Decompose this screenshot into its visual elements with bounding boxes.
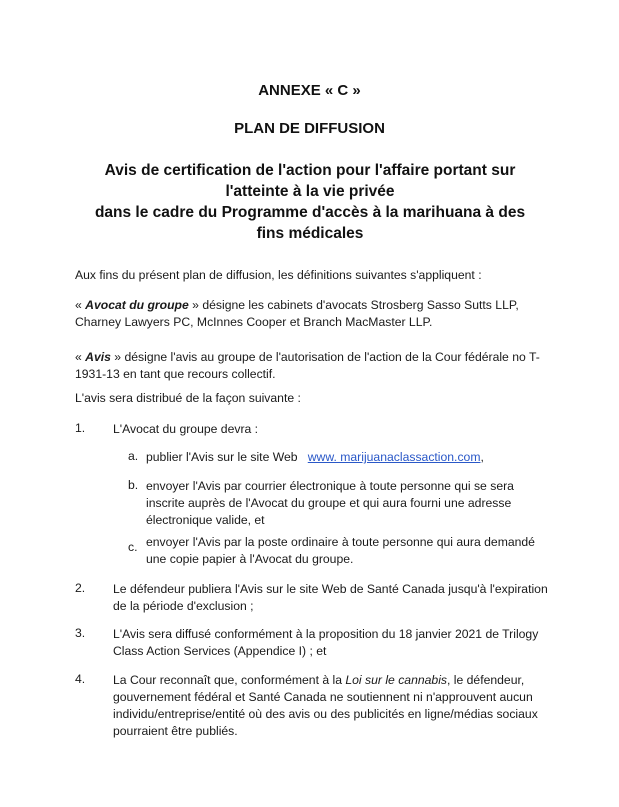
punctuation: , — [480, 450, 484, 464]
distribution-intro: L'avis sera distribué de la façon suivante : — [75, 391, 301, 405]
item-text-part: La Cour reconnaît que, conformément à la — [113, 673, 346, 687]
item-text — [113, 581, 558, 615]
sub-item-c — [146, 534, 556, 568]
title-line: dans le cadre du Programme d'accès à la marihuana à des — [94, 204, 526, 221]
definition-line: 1931-13 en tant que recours collectif. — [75, 367, 276, 381]
definition-text: » désigne l'avis au groupe de l'autorisation de l'action de la Cour fédérale no T- — [110, 350, 540, 364]
definition-line — [75, 349, 555, 366]
notice-title — [70, 160, 550, 244]
item-number: 4. — [75, 672, 86, 686]
item-line: de la période d'exclusion ; — [113, 599, 254, 613]
sub-item-line: inscrite auprès de l'Avocat du groupe et qui aura fourni une adresse — [146, 496, 512, 510]
item-number: 2. — [75, 581, 86, 595]
item-number: 3. — [75, 626, 86, 640]
quote-open: « — [75, 298, 86, 312]
title-line: fins médicales — [256, 225, 364, 242]
sub-item-text: publier l'Avis sur le site Web — [146, 450, 298, 464]
annex-heading: ANNEXE « C » — [258, 82, 361, 99]
sub-item-a — [146, 449, 556, 466]
sub-item-letter: b. — [128, 478, 139, 492]
sub-item-letter: a. — [128, 449, 139, 463]
sub-item-line: envoyer l'Avis par la poste ordinaire à toute personne qui aura demandé — [146, 535, 535, 549]
sub-item-line: envoyer l'Avis par courrier électronique à toute personne qui se sera — [146, 479, 514, 493]
item-line: pourraient être publiés. — [113, 724, 238, 738]
title-line: Avis de certification de l'action pour l'affaire portant sur — [104, 162, 516, 179]
definition-text: » désigne les cabinets d'avocats Strosberg Sasso Sutts LLP, — [188, 298, 519, 312]
sub-item-letter: c. — [128, 540, 138, 554]
sub-item-line: électronique valide, et — [146, 513, 265, 527]
item-line: individu/entreprise/entité où des avis ou des publicités en ligne/médias sociaux — [113, 707, 538, 721]
plan-heading: PLAN DE DIFFUSION — [234, 120, 385, 137]
item-line: Le défendeur publiera l'Avis sur le site Web de Santé Canada jusqu'à l'expiration — [113, 582, 548, 596]
intro-paragraph: Aux fins du présent plan de diffusion, les définitions suivantes s'appliquent : — [75, 268, 482, 282]
title-line: l'atteinte à la vie privée — [225, 183, 395, 200]
sub-item-b — [146, 478, 556, 529]
sub-item-line: une copie papier à l'Avocat du groupe. — [146, 552, 354, 566]
definition-avis — [75, 349, 555, 383]
item-text: L'Avocat du groupe devra : — [113, 422, 259, 436]
definition-avocat — [75, 297, 555, 331]
item-line: L'Avis sera diffusé conformément à la proposition du 18 janvier 2021 de Trilogy — [113, 627, 539, 641]
item-line — [113, 672, 558, 689]
defined-term: Avocat du groupe — [85, 298, 189, 312]
item-line: gouvernement fédéral et Santé Canada ne soutiennent ni n'approuvent aucun — [113, 690, 533, 704]
definition-line: Charney Lawyers PC, McInnes Cooper et Branch MacMaster LLP. — [75, 315, 433, 329]
law-title: Loi sur le cannabis — [345, 673, 447, 687]
quote-open: « — [75, 350, 86, 364]
item-line: Class Action Services (Appendice I) ; et — [113, 644, 327, 658]
item-text — [113, 672, 558, 740]
item-number: 1. — [75, 421, 86, 435]
item-text — [113, 626, 558, 660]
item-text-part: , le défendeur, — [447, 673, 525, 687]
website-link[interactable]: www. marijuanaclassaction.com — [307, 450, 481, 464]
defined-term: Avis — [85, 350, 111, 364]
definition-line — [75, 297, 555, 314]
